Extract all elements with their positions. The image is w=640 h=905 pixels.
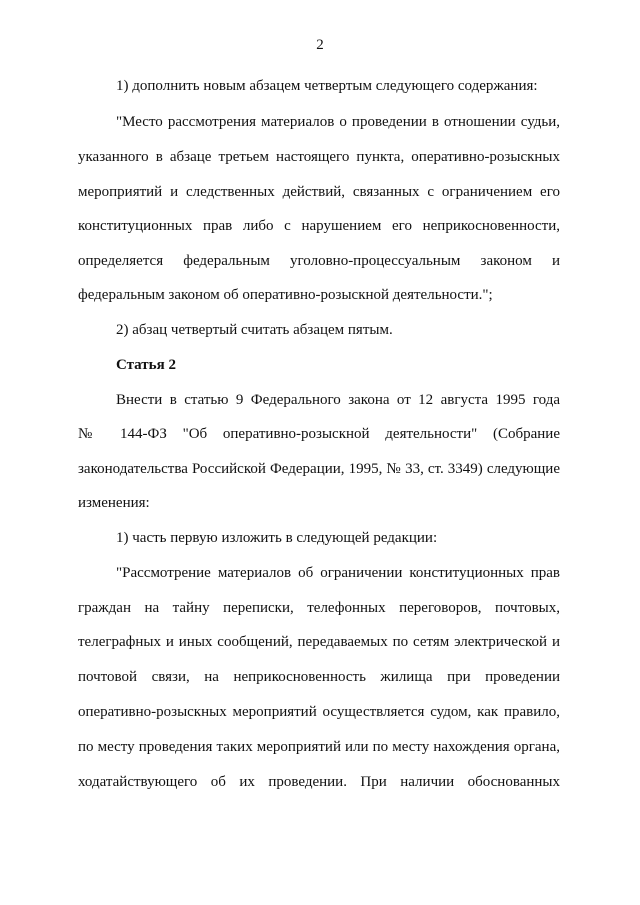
text-line: "Место рассмотрения материалов о проведении в отношении судьи, (116, 114, 560, 130)
text-line: ходатайствующего об их проведении. При наличии обоснованных (78, 774, 560, 790)
text-line: почтовой связи, на неприкосновенность жилища при проведении (78, 669, 560, 685)
text-line: изменения: (78, 495, 150, 511)
text-line: конституционных прав либо с нарушением его неприкосновенности, (78, 218, 560, 234)
article-heading: Статья 2 (116, 357, 176, 373)
text-line: законодательства Российской Федерации, 1995, № 33, ст. 3349) следующие (78, 461, 560, 477)
text-line: мероприятий и следственных действий, связанных с ограничением его (78, 184, 560, 200)
text-line: 2) абзац четвертый считать абзацем пятым. (116, 322, 393, 338)
text-line: граждан на тайну переписки, телефонных переговоров, почтовых, (78, 600, 560, 616)
text-line: определяется федеральным уголовно-процессуальным законом и (78, 253, 560, 269)
text-line: № 144-ФЗ "Об оперативно-розыскной деятельности" (Собрание (78, 426, 560, 442)
text-line: "Рассмотрение материалов об ограничении конституционных прав (116, 565, 560, 581)
text-line: 1) часть первую изложить в следующей редакции: (116, 530, 438, 546)
text-line: Внести в статью 9 Федерального закона от 12 августа 1995 года (116, 392, 560, 408)
page-number: 2 (316, 37, 324, 53)
text-line: 1) дополнить новым абзацем четвертым следующего содержания: (116, 78, 538, 94)
text-line: указанного в абзаце третьем настоящего пункта, оперативно-розыскных (78, 149, 560, 165)
text-line: оперативно-розыскных мероприятий осуществляется судом, как правило, (78, 704, 560, 720)
text-line: федеральным законом об оперативно-розыскной деятельности."; (78, 287, 493, 303)
text-line: телеграфных и иных сообщений, передаваемых по сетям электрической и (78, 634, 560, 650)
text-line: по месту проведения таких мероприятий или по месту нахождения органа, (78, 739, 560, 755)
